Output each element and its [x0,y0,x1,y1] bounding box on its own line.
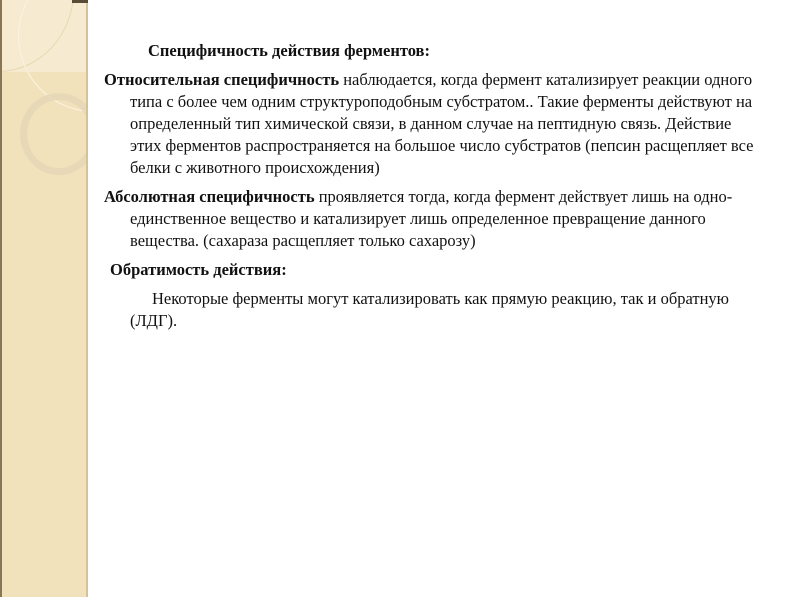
paragraph-reversibility: Некоторые ферменты могут катализировать как прямую реакцию, так и обратную (ЛДГ). [130,289,729,330]
term-relative-specificity: Относительная специфичность [104,70,340,89]
decorative-side-panel [0,0,88,597]
paragraph-text: наблюдается, когда фермент катализирует реакции одного типа с более чем одним структуроподобным субстратом.. Такие ферменты действуют на определенный тип химической связи, в данном случае на пептидную связь. Действие этих ферментов распространяется на большое число субстратов (пепсин расщепляет все белки с животного происхождения) [130,70,754,177]
slide-title: Специфичность действия ферментов: [148,41,430,60]
subheading-reversibility: Обратимость действия: [110,260,287,279]
paragraph-relative-specificity [104,69,764,179]
term-absolute-specificity: Абсолютная специфичность [104,187,315,206]
paragraph-text: проявляется тогда, когда фермент действует лишь на одно-единственное вещество и катализирует лишь определенное превращение данного вещества. (сахараза расщепляет только сахарозу) [130,187,733,250]
decorative-tab [72,0,88,3]
decorative-ring [20,93,88,175]
slide-content [104,40,764,332]
paragraph-absolute-specificity [104,186,764,252]
